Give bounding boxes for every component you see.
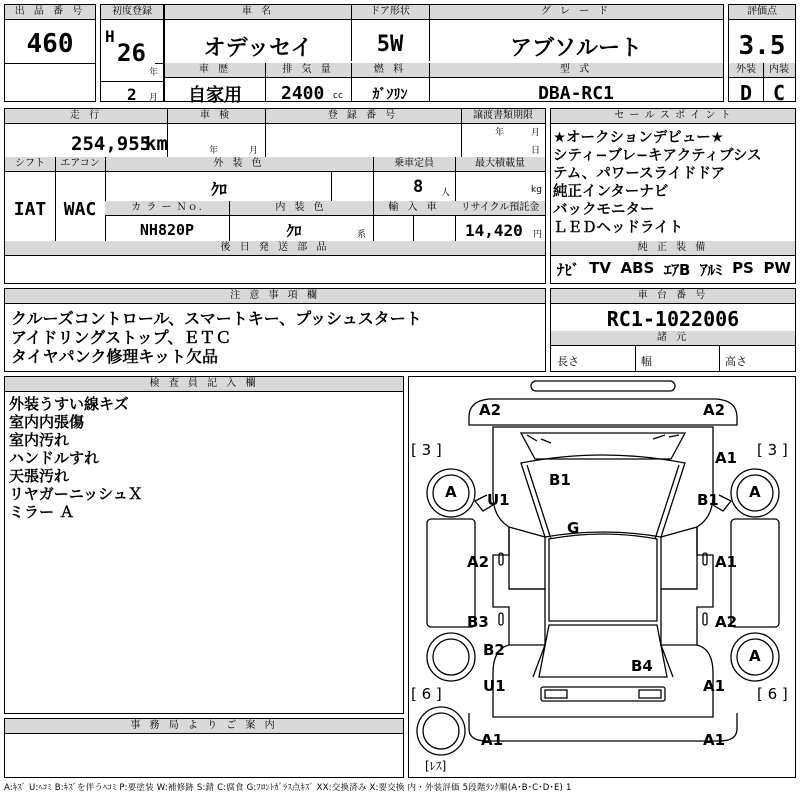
mark-roof: G	[567, 519, 580, 537]
inspector-box	[4, 376, 404, 714]
car-name: オデッセイ	[203, 36, 313, 61]
bracket-front-left: [ 3 ]	[411, 441, 442, 459]
score: 3.5	[738, 31, 786, 61]
shift: IAT	[13, 199, 47, 220]
mark-quarter-rear-left-lower: U1	[483, 677, 506, 695]
chassis-label: 車 台 番 号	[551, 289, 795, 304]
sales-point: ★オークションデビュー★	[553, 130, 724, 146]
transfer-label: 譲渡書類期限	[461, 109, 545, 124]
mark-quarter-rear-right: A1	[703, 677, 726, 695]
history: 自家用	[188, 85, 242, 106]
first-registration-label: 初度登録	[101, 5, 163, 20]
mark-door-rear-right: A2	[715, 613, 738, 631]
car-outline	[409, 377, 797, 779]
grade: アブソルート	[509, 36, 642, 61]
exterior-label: 外装	[729, 63, 763, 78]
displacement: 2400	[281, 83, 325, 104]
sales-point: シティ−ブレ−キアクティブシス	[553, 148, 762, 164]
displacement-label: 排 気 量	[265, 63, 351, 78]
int-color-label: 内 装 色	[229, 201, 373, 216]
sales-points-box	[550, 108, 796, 284]
mark-tire-front-left: A	[445, 483, 457, 501]
transfer-day-unit: 日	[531, 146, 541, 156]
history-label: 車 歴	[165, 63, 265, 78]
sales-points-list	[553, 129, 761, 237]
sales-point: バックモニター	[553, 202, 655, 218]
mark-door-front-right: A1	[715, 553, 738, 571]
note-line: タイヤパンク修理キット欠品	[11, 347, 219, 366]
month-unit: 月	[149, 93, 159, 103]
recycle: 14,420	[465, 221, 523, 240]
notes-label: 注 意 事 項 欄	[5, 289, 545, 304]
equipment-item: PW	[763, 259, 791, 277]
year-unit: 年	[149, 68, 159, 78]
remark-line: 外装うすい線キズ	[9, 395, 129, 413]
bracket-rear-left: [ 6 ]	[411, 685, 442, 703]
lot-number-label: 出 品 番 号	[5, 5, 95, 20]
transfer-month-unit: 月	[531, 128, 541, 138]
score-box	[728, 4, 796, 105]
parts-later-label: 後 日 発 送 部 品	[5, 241, 545, 256]
office-box	[4, 718, 404, 778]
sales-point: 純正インターナビ	[553, 184, 669, 200]
fuel-label: 燃 料	[351, 63, 429, 78]
equipment-item: ｴｱB	[663, 261, 691, 279]
sales-point: テム、パワースライドドア	[553, 166, 726, 182]
sales-point: ＬＥＤヘッドライト	[553, 220, 684, 236]
mark-front-left: A2	[479, 401, 502, 419]
recycle-unit: 円	[533, 230, 543, 240]
ext-color: ｸﾛ	[210, 180, 227, 199]
notes-box	[4, 288, 546, 372]
equipment-label: 純 正 装 備	[551, 241, 795, 256]
interior-label: 内装	[763, 63, 795, 78]
color-no-label: カ ラ ー Ｎｏ.	[105, 201, 229, 216]
model-code: DBA-RC1	[538, 83, 614, 104]
max-load-unit: kg	[531, 185, 542, 195]
capacity-label: 乗車定員	[373, 157, 455, 172]
note-line: アイドリングストップ、ＥＴＣ	[11, 328, 232, 347]
lot-number: 460	[26, 29, 74, 59]
inspection-label: 車 検	[167, 109, 265, 124]
lot-number-box	[4, 4, 96, 102]
ext-color-label: 外 装 色	[105, 157, 373, 172]
chassis-box	[550, 288, 796, 372]
equipment-list	[557, 259, 791, 280]
max-load-label: 最大積載量	[455, 157, 545, 172]
car-diagram	[408, 376, 796, 778]
remark-line: リヤガーニッシュＸ	[9, 485, 143, 503]
bracket-front-right: [ 3 ]	[757, 441, 788, 459]
mark-fender-front-right: A1	[715, 449, 738, 467]
int-color: ｸﾛ	[286, 222, 302, 240]
interior-grade: C	[772, 81, 786, 105]
first-registration-box	[100, 4, 164, 102]
aircon-label: エアコン	[55, 157, 105, 172]
equipment-item: PS	[732, 259, 754, 277]
remark-line: 天張汚れ	[9, 467, 70, 485]
shift-label: シフト	[5, 157, 55, 172]
year: 26	[117, 39, 146, 67]
note-line: クルーズコントロール、スマートキー、プッシュスタート	[11, 309, 422, 328]
equipment-item: ｱﾙﾐ	[699, 261, 723, 279]
capacity-unit: 人	[441, 188, 451, 198]
remark-line: ハンドルすれ	[9, 449, 100, 467]
recycle-label: リサイクル預託金	[455, 201, 545, 216]
bracket-spare-tire: [ﾚｽ]	[425, 759, 447, 773]
equipment-item: TV	[589, 259, 611, 277]
import-label: 輸 入 車	[373, 201, 455, 216]
damage-legend: A:ｷｽﾞ U:ﾍｺﾐ B:ｷｽﾞを伴うﾍｺﾐ P:要塗装 W:補修跡 S:錆 C:腐食 G:ﾌﾛﾝﾄｶﾞﾗｽ点ｷｽﾞ XX:交換済み X:要交換 内・外装評価 5段階ﾗﾝｸ順(A･B･C･D･E) 1	[4, 783, 572, 793]
inspector-label: 検 査 員 記 入 欄	[5, 377, 403, 392]
door-type: 5W	[376, 32, 404, 57]
office-label: 事 務 局 よ り ご 案 内	[5, 719, 403, 734]
sales-points-label: セ ー ル ス ポ イ ン ト	[551, 109, 795, 124]
mark-door-front-left: A2	[467, 553, 490, 571]
model-code-label: 型 式	[429, 63, 723, 78]
mileage: 254,955	[71, 133, 152, 155]
int-color-suffix: 系	[357, 230, 367, 240]
length-label: 長さ	[557, 355, 579, 368]
transfer-year-unit: 年	[495, 128, 505, 138]
registration-label: 登 録 番 号	[265, 109, 461, 124]
mileage-unit: km	[145, 133, 168, 155]
capacity: 8	[413, 177, 424, 197]
mark-rear-left: A1	[481, 731, 504, 749]
width-label: 幅	[641, 355, 652, 368]
color-no: NH820P	[139, 221, 195, 239]
mark-quarter-rear-left: B2	[483, 641, 505, 659]
mark-rear-right: A1	[703, 731, 726, 749]
mark-tire-rear-right: A	[749, 647, 761, 665]
mark-pillar-front-left: U1	[487, 491, 510, 509]
dimensions-label: 諸 元	[551, 331, 795, 346]
car-info-box	[164, 4, 724, 106]
mark-door-rear-left: B3	[467, 613, 489, 631]
displacement-unit: cc	[333, 91, 343, 101]
mark-windshield: B1	[549, 471, 571, 489]
mark-pillar-front-right: B1	[697, 491, 719, 509]
fuel: ｶﾞｿﾘﾝ	[372, 87, 408, 103]
aircon: WAC	[63, 199, 97, 220]
equipment-item: ﾅﾋﾞ	[557, 261, 580, 279]
chassis-number: RC1-1022006	[606, 307, 740, 331]
mileage-label: 走 行	[5, 109, 167, 124]
height-label: 高さ	[725, 355, 747, 368]
vehicle-detail-box	[4, 108, 546, 284]
car-name-label: 車 名	[165, 5, 351, 20]
era: H	[105, 27, 115, 46]
mark-front-right: A2	[703, 401, 726, 419]
equipment-item: ABS	[620, 259, 655, 277]
remark-line: 室内汚れ	[9, 431, 70, 449]
score-label: 評価点	[729, 5, 795, 20]
remark-line: ミラー Ａ	[9, 503, 75, 521]
bracket-rear-right: [ 6 ]	[757, 685, 788, 703]
month: 2	[127, 85, 137, 104]
door-label: ドア形状	[351, 5, 429, 20]
remark-line: 室内内張傷	[9, 413, 85, 431]
mark-tire-front-right: A	[749, 483, 761, 501]
mark-rear-glass: B4	[631, 657, 653, 675]
inspection-month-unit: 月	[249, 146, 259, 156]
exterior-grade: D	[739, 81, 753, 105]
grade-label: グ レ ー ド	[429, 5, 723, 20]
inspection-year-unit: 年	[209, 146, 219, 156]
